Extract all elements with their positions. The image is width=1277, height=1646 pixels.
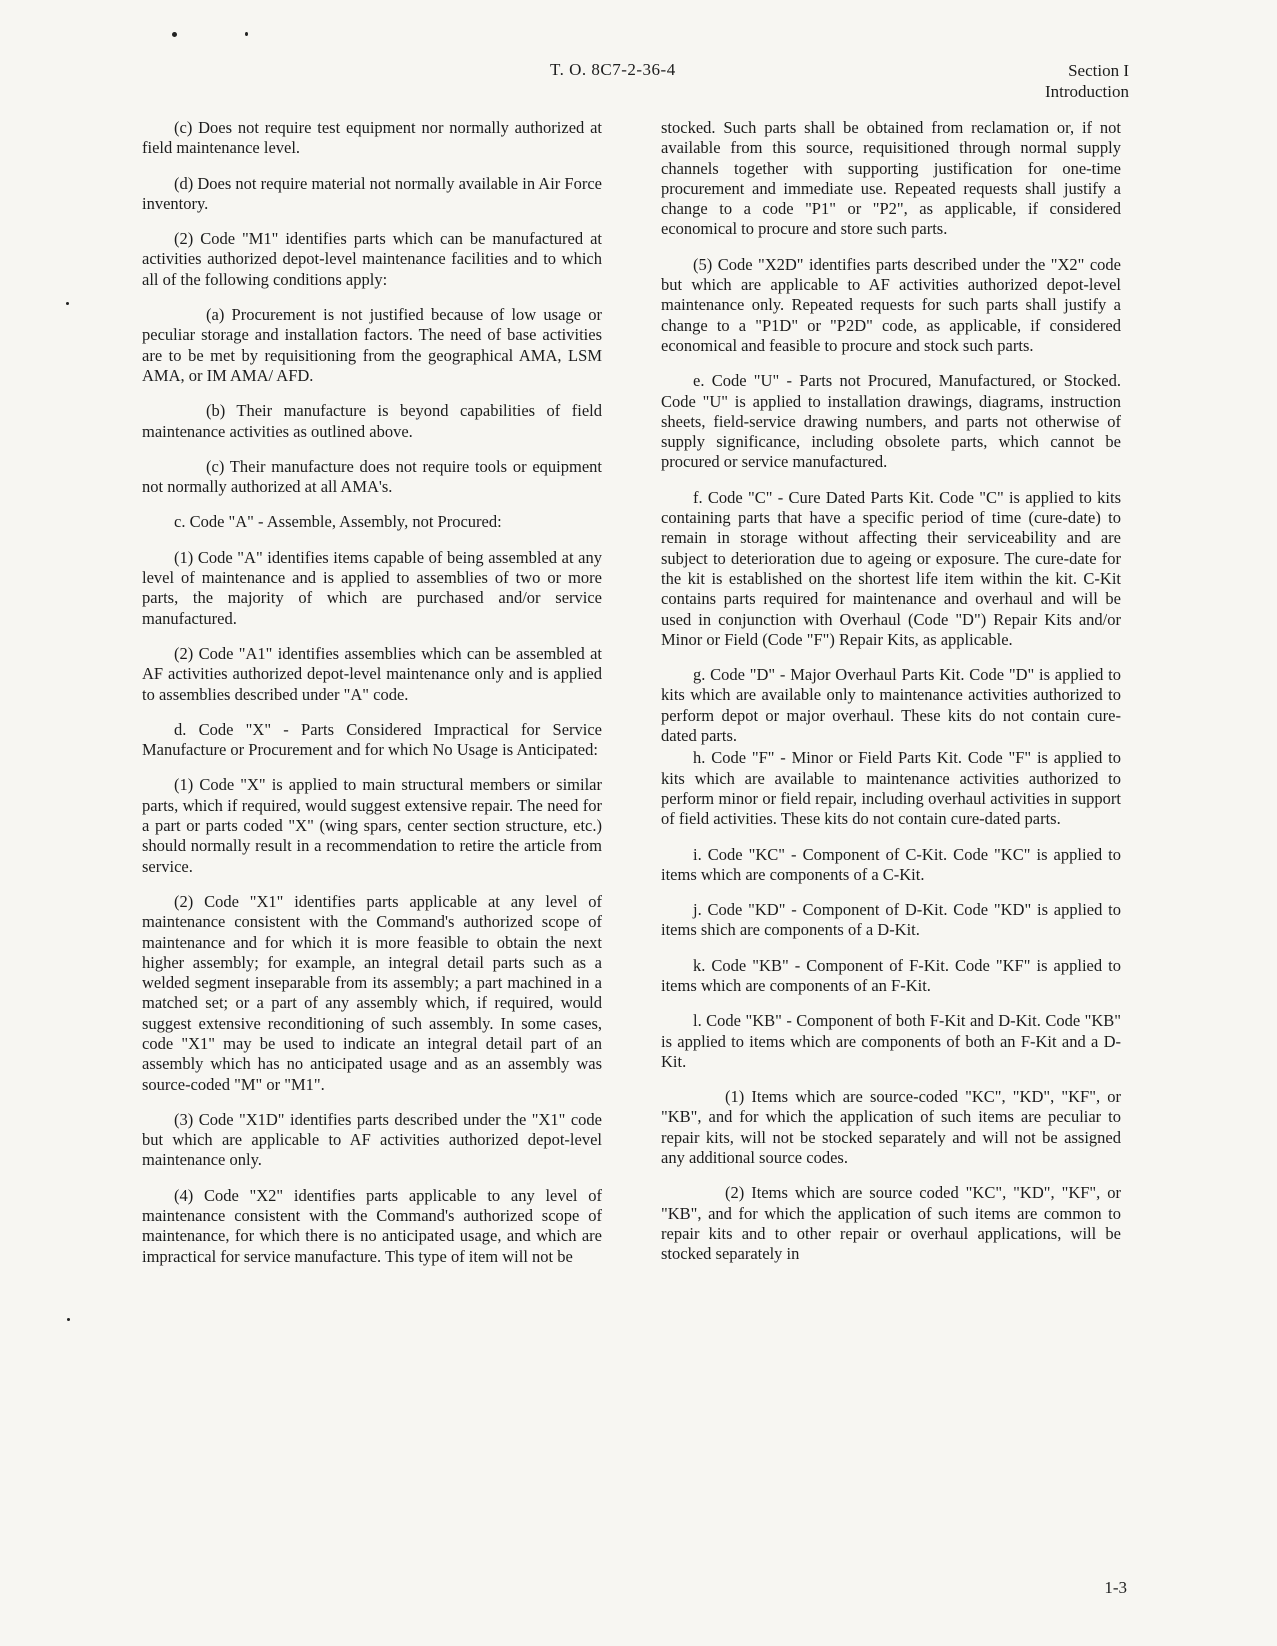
paragraph: (c) Does not require test equipment nor normally authorized at field maintenance level. [142, 118, 602, 158]
left-column [142, 118, 602, 1282]
right-column [661, 118, 1121, 1280]
paragraph: e. Code "U" - Parts not Procured, Manufactured, or Stocked. Code "U" is applied to installation drawings, diagrams, instruction sheets, field-service drawing numbers, and parts not otherwise of supply significance, including obsolete parts, which cannot be procured or service manufactured. [661, 371, 1121, 472]
paragraph: (5) Code "X2D" identifies parts described under the "X2" code but which are applicable to AF activities authorized depot-level maintenance only. Repeated requests for such parts shall justify a change to a "P1D" or "P2D" code, as applicable, if considered economical and feasible to procure and stock such parts. [661, 254, 1121, 355]
paragraph-continued: stocked. Such parts shall be obtained from reclamation or, if not available from this source, requisitioned through normal supply channels together with supporting justification for one-time procurement and immediate use. Repeated requests shall justify a change to a code "P1" or "P2", as applicable, if considered economical to procure and store such parts. [661, 118, 1121, 239]
paragraph: (1) Code "X" is applied to main structural members or similar parts, which if required, would suggest extensive repair. The need for a part or parts coded "X" (wing spars, center section structure, etc.) should normally result in a recommendation to retire the article from service. [142, 775, 602, 876]
scan-speck [245, 32, 248, 36]
paragraph: (b) Their manufacture is beyond capabilities of field maintenance activities as outlined above. [142, 401, 602, 441]
scan-speck [67, 1318, 70, 1321]
paragraph: f. Code "C" - Cure Dated Parts Kit. Code "C" is applied to kits containing parts that have a specific period of time (cure-date) to remain in storage without affecting their serviceability and are subject to deterioration due to ageing or exposure. The cure-date for the kit is established on the shortest life item within the kit. C-Kit contains parts required for maintenance and overhaul and will be used in conjunction with Overhaul (Code "D") Repair Kits and/or Minor or Field (Code "F") Repair Kits, as applicable. [661, 487, 1121, 649]
paragraph-heading: c. Code "A" - Assemble, Assembly, not Procured: [174, 512, 502, 532]
technical-order-number: T. O. 8C7-2-36-4 [550, 60, 676, 79]
paragraph: (1) Items which are source-coded "KC", "KD", "KF", or "KB", and for which the application of such items are peculiar to repair kits, will not be stocked separately and will not be assigned any additional source codes. [661, 1087, 1121, 1168]
paragraph: (4) Code "X2" identifies parts applicable to any level of maintenance consistent with the Command's authorized scope of maintenance, for which there is no anticipated usage, and which are impractical for service manufacture. This type of item will not be [142, 1185, 602, 1266]
paragraph: (3) Code "X1D" identifies parts described under the "X1" code but which are applicable to AF activities authorized depot-level maintenance only. [142, 1109, 602, 1170]
paragraph: k. Code "KB" - Component of F-Kit. Code "KF" is applied to items which are components of an F-Kit. [661, 955, 1121, 995]
paragraph: (a) Procurement is not justified because of low usage or peculiar storage and installation factors. The need of base activities are to be met by requisitioning from the geographical AMA, LSM AMA, or IM AMA/ AFD. [142, 305, 602, 385]
paragraph: (2) Items which are source coded "KC", "KD", "KF", or "KB", and for which the application of such items are common to repair kits and to other repair or overhaul applications, will be stocked separately in [661, 1183, 1121, 1264]
page-number: 1-3 [1104, 1578, 1127, 1597]
paragraph: l. Code "KB" - Component of both F-Kit and D-Kit. Code "KB" is applied to items which are components of both an F-Kit and a D-Kit. [661, 1011, 1121, 1071]
paragraph: (2) Code "X1" identifies parts applicable at any level of maintenance consistent with the Command's authorized scope of maintenance and for which it is more feasible to obtain the next higher assembly; for example, an integral detail parts such as a welded segment inseparable from its assembly; a part machined in a matched set; or a part of any assembly which, if required, would suggest extensive reconditioning of such assembly. In some cases, code "X1" may be used to indicate an integral detail part of an assembly which has no anticipated usage and as an assembly was source-coded "M" or "M1". [142, 891, 602, 1094]
section-title: Introduction [1044, 82, 1129, 101]
section-label: Section I [1068, 61, 1129, 80]
paragraph: i. Code "KC" - Component of C-Kit. Code "KC" is applied to items which are components of a C-Kit. [661, 844, 1121, 884]
paragraph: g. Code "D" - Major Overhaul Parts Kit. Code "D" is applied to kits which are available only to maintenance activities authorized to perform depot or major overhaul. These kits do not contain cure-dated parts. [661, 665, 1121, 746]
paragraph: h. Code "F" - Minor or Field Parts Kit. Code "F" is applied to kits which are available to maintenance activities authorized to perform minor or field repair, including overhaul activities in support of field activities. These kits do not contain cure-dated parts. [661, 748, 1121, 829]
paragraph: (2) Code "M1" identifies parts which can be manufactured at activities authorized depot-level maintenance facilities and to which all of the following conditions apply: [142, 229, 602, 289]
scan-speck [66, 302, 69, 305]
paragraph-heading: d. Code "X" - Parts Considered Impractical for Service Manufacture or Procurement and for which No Usage is Anticipated: [142, 719, 602, 760]
paragraph: (d) Does not require material not normally available in Air Force inventory. [142, 173, 602, 213]
paragraph: (1) Code "A" identifies items capable of being assembled at any level of maintenance and is applied to assemblies of two or more parts, the majority of which are purchased and/or service manufactured. [142, 547, 602, 628]
paragraph: j. Code "KD" - Component of D-Kit. Code "KD" is applied to items shich are components of a D-Kit. [661, 900, 1121, 940]
paragraph: (2) Code "A1" identifies assemblies which can be assembled at AF activities authorized depot-level maintenance only and is applied to assemblies described under "A" code. [142, 643, 602, 704]
scan-speck [172, 32, 177, 37]
section-heading [1045, 60, 1129, 102]
paragraph: (c) Their manufacture does not require tools or equipment not normally authorized at all AMA's. [142, 456, 602, 497]
